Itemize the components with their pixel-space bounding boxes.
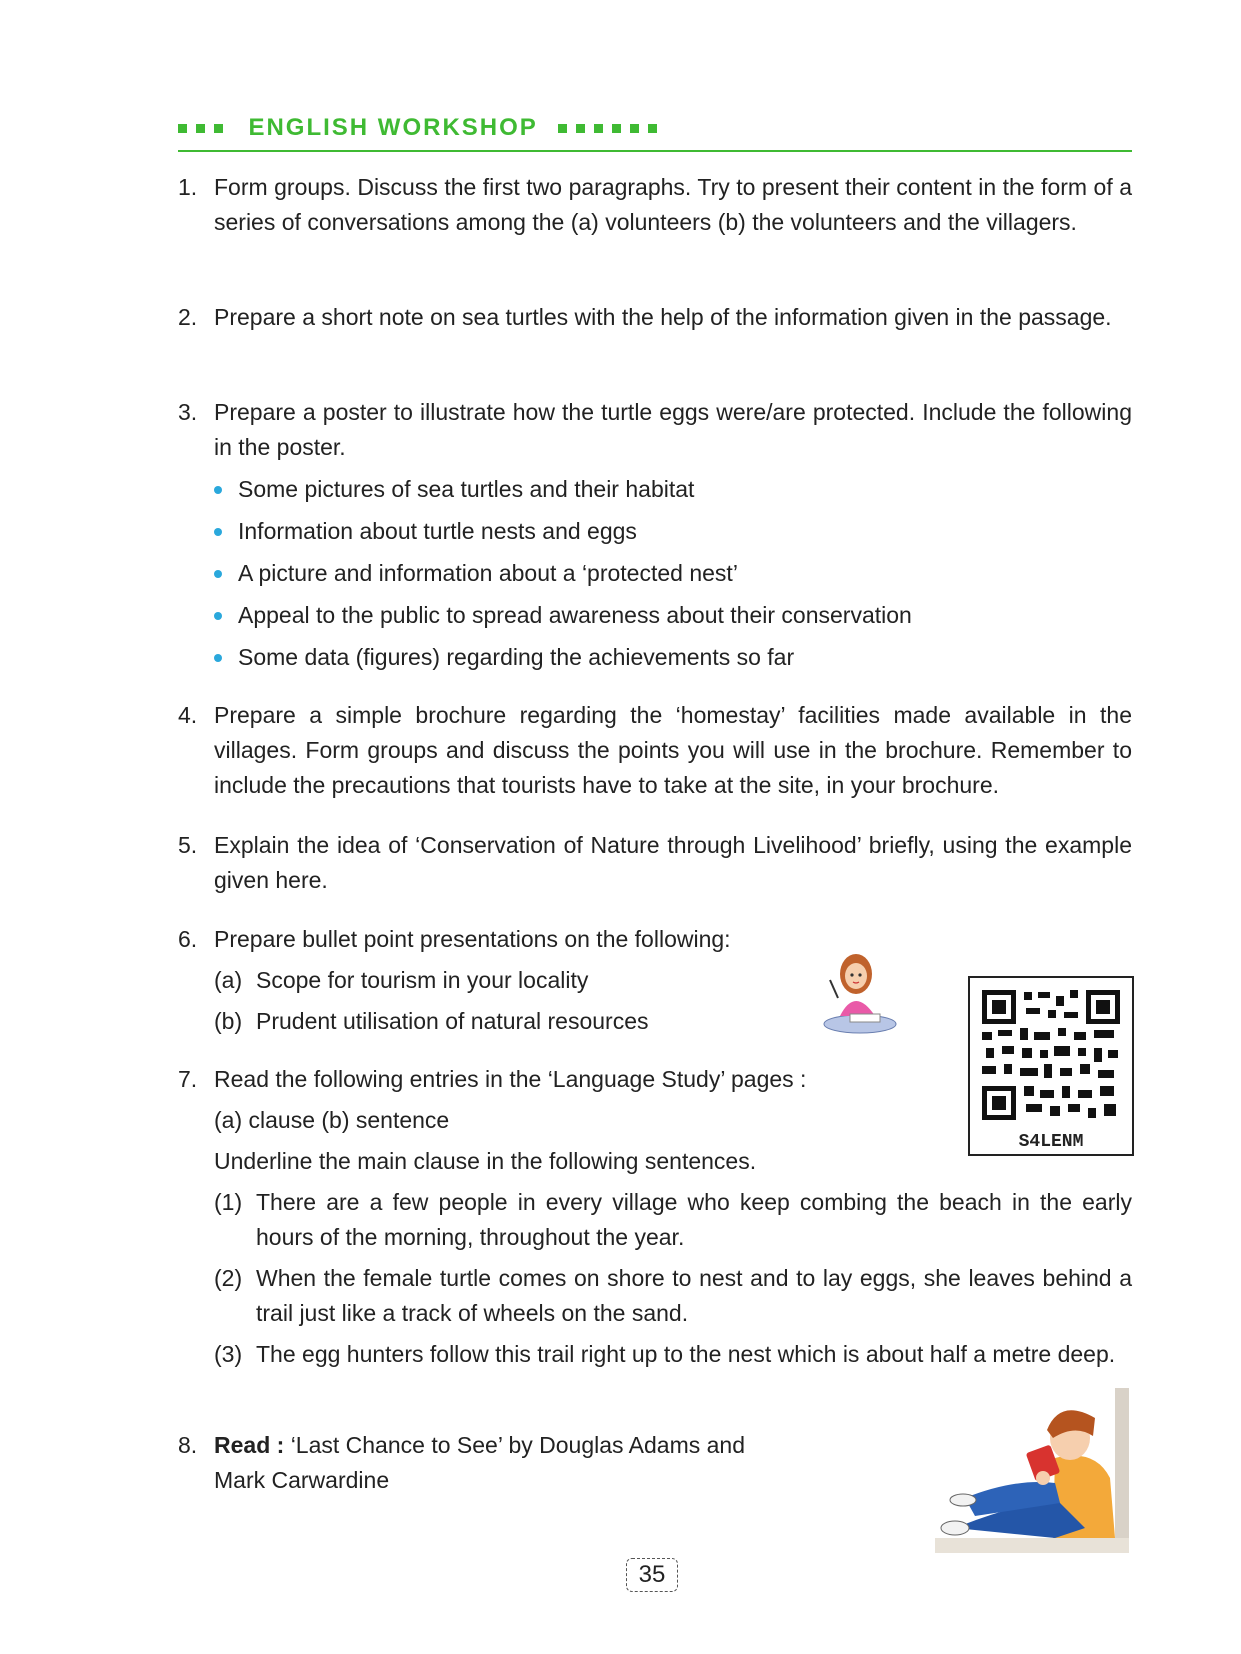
- sub-item-text: The egg hunters follow this trail right up to the nest which is about half a metre deep.: [256, 1341, 1116, 1367]
- item-text: Prepare bullet point presentations on the following:: [214, 926, 731, 952]
- item-number: 7.: [178, 1066, 198, 1092]
- exercise-item-3: [178, 395, 1132, 675]
- item-text: Prepare a poster to illustrate how the turtle eggs were/are protected. Include the following in the poster.: [214, 399, 1132, 460]
- item-number: 2.: [178, 304, 198, 330]
- exercise-item-6: [178, 922, 798, 1039]
- sub-item-label: (1): [214, 1189, 243, 1215]
- sub-item-label: (3): [214, 1341, 243, 1367]
- bullet-icon: [214, 528, 222, 536]
- item-text: Prepare a simple brochure regarding the ‘homestay’ facilities made available in the villages. Form groups and discuss the points you will use in the brochure. Remember to include the precautions that tourists have to take at the site, in your brochure.: [214, 702, 1132, 798]
- item-number: 1.: [178, 174, 198, 200]
- list-item: [178, 640, 1132, 675]
- bullet-text: A picture and information about a ‘protected nest’: [238, 560, 738, 586]
- list-item: [178, 556, 1132, 591]
- item-number: 3.: [178, 399, 198, 425]
- sub-item-text: Scope for tourism in your locality: [256, 967, 589, 993]
- exercise-item-8: [178, 1428, 838, 1498]
- item-bold-label: Read :: [214, 1432, 285, 1458]
- item-text: Explain the idea of ‘Conservation of Nature through Livelihood’ briefly, using the example given here.: [214, 832, 1132, 893]
- sub-item: [178, 1261, 1132, 1331]
- boy-reading-illustration: [935, 1388, 1133, 1553]
- section-title: ENGLISH WORKSHOP: [248, 114, 538, 141]
- section-header: [178, 114, 1132, 154]
- exercise-item-1: [178, 170, 1132, 240]
- header-square-icon: [558, 124, 567, 133]
- item-text: Form groups. Discuss the first two paragraphs. Try to present their content in the form of a series of conversations among the (a) volunteers (b) the volunteers and the villagers.: [214, 174, 1132, 235]
- exercise-item-2: [178, 300, 1132, 335]
- bullet-icon: [214, 612, 222, 620]
- exercise-item-5: [178, 828, 1132, 898]
- item-number: 6.: [178, 926, 198, 952]
- item-line: (a) clause (b) sentence: [214, 1107, 450, 1133]
- item-number: 8.: [178, 1432, 198, 1458]
- list-item: [178, 598, 1132, 633]
- sub-item: [178, 1004, 798, 1039]
- header-rule: [178, 150, 1132, 152]
- qr-code[interactable]: [968, 976, 1134, 1156]
- bullet-text: Some pictures of sea turtles and their habitat: [238, 476, 695, 502]
- header-square-icon: [648, 124, 657, 133]
- bullet-text: Information about turtle nests and eggs: [238, 518, 637, 544]
- item-number: 5.: [178, 832, 198, 858]
- sub-item: [178, 1337, 1132, 1372]
- sub-item: [178, 1185, 1132, 1255]
- header-square-icon: [612, 124, 621, 133]
- header-square-icon: [214, 124, 223, 133]
- list-item: [178, 472, 1132, 507]
- header-square-icon: [630, 124, 639, 133]
- qr-code-icon: [970, 978, 1132, 1128]
- list-item: [178, 514, 1132, 549]
- bullet-icon: [214, 486, 222, 494]
- sub-item-label: (a): [214, 967, 243, 993]
- sub-item-label: (2): [214, 1265, 243, 1291]
- sub-item-text: Prudent utilisation of natural resources: [256, 1008, 649, 1034]
- bullet-icon: [214, 654, 222, 662]
- qr-code-label: S4LENM: [1018, 1132, 1084, 1152]
- header-square-icon: [594, 124, 603, 133]
- page-number: 35: [626, 1558, 678, 1592]
- item-line: Mark Carwardine: [214, 1467, 390, 1493]
- item-text: Read the following entries in the ‘Language Study’ pages :: [214, 1066, 807, 1092]
- item-number: 4.: [178, 702, 198, 728]
- header-square-icon: [178, 124, 187, 133]
- item-instruction: Underline the main clause in the following sentences.: [214, 1148, 757, 1174]
- sub-item-label: (b): [214, 1008, 243, 1034]
- exercise-item-4: [178, 698, 1132, 803]
- bullet-text: Appeal to the public to spread awareness about their conservation: [238, 602, 912, 628]
- item-text: Prepare a short note on sea turtles with the help of the information given in the passage.: [214, 304, 1112, 330]
- girl-reading-illustration: [810, 936, 900, 1036]
- sub-item-text: There are a few people in every village who keep combing the beach in the early hours of the morning, throughout the year.: [256, 1189, 1132, 1250]
- header-square-icon: [576, 124, 585, 133]
- header-square-icon: [196, 124, 205, 133]
- bullet-icon: [214, 570, 222, 578]
- sub-item-text: When the female turtle comes on shore to nest and to lay eggs, she leaves behind a trail just like a track of wheels on the sand.: [256, 1265, 1132, 1326]
- sub-item: [178, 963, 798, 998]
- bullet-text: Some data (figures) regarding the achievements so far: [238, 644, 795, 670]
- item-text: ‘Last Chance to See’ by Douglas Adams and: [290, 1432, 746, 1458]
